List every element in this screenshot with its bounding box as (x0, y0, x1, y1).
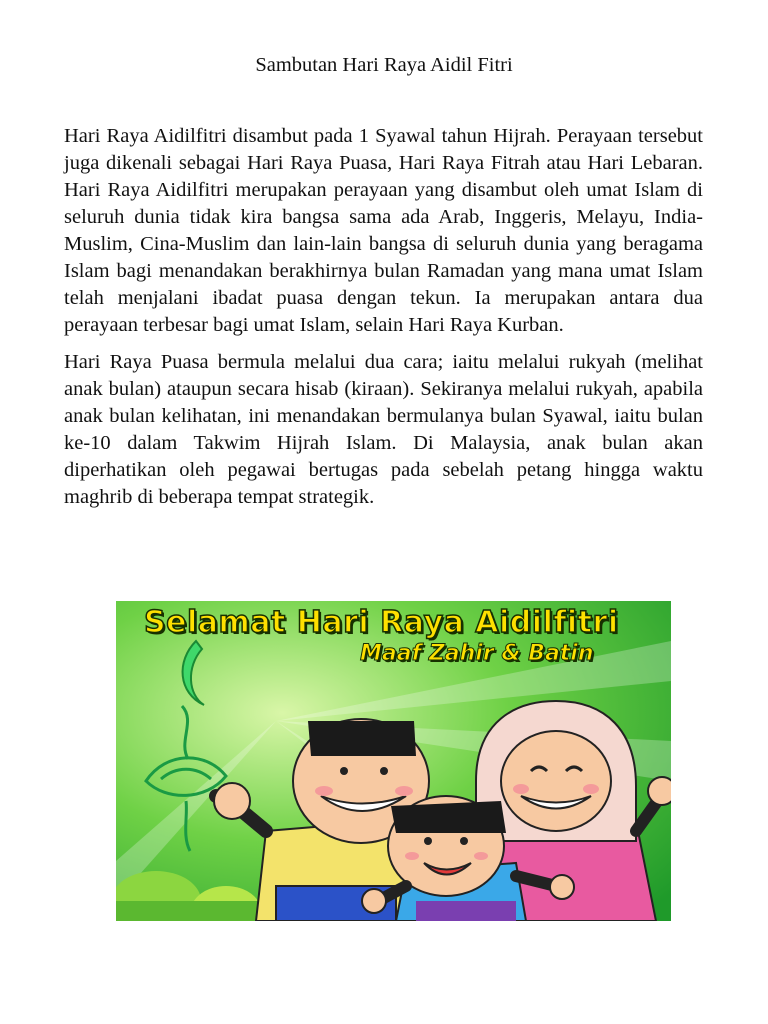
document-title: Sambutan Hari Raya Aidil Fitri (255, 54, 513, 76)
document-body (64, 123, 703, 511)
illustration-subheading: Maaf Zahir & Batin (360, 641, 594, 666)
paragraph-2: Hari Raya Puasa bermula melalui dua cara; iaitu melalui rukyah (melihat anak bulan) ataupun secara hisab (kiraan). Sekiranya melalui rukyah, apabila anak bulan kelihatan, ini menandakan bermulanya bulan Syawal, iaitu bulan ke-10 dalam Takwim Hijrah Islam. Di Malaysia, anak bulan akan diperhatikan oleh pegawai bertugas pada sebelah petang hingga waktu maghrib di beberapa tempat strategik. (64, 351, 703, 508)
hari-raya-illustration (116, 601, 671, 921)
paragraph-1: Hari Raya Aidilfitri disambut pada 1 Syawal tahun Hijrah. Perayaan tersebut juga dikenali sebagai Hari Raya Puasa, Hari Raya Fitrah atau Hari Lebaran. Hari Raya Aidilfitri merupakan perayaan yang disambut oleh umat Islam di seluruh dunia tidak kira bangsa sama ada Arab, Inggeris, Melayu, India-Muslim, Cina-Muslim dan lain-lain bangsa di seluruh dunia yang beragama Islam bagi menandakan berakhirnya bulan Ramadan yang mana umat Islam telah menjalani ibadat puasa dengan tekun. Ia merupakan antara dua perayaan terbesar bagi umat Islam, selain Hari Raya Kurban. (64, 125, 703, 336)
illustration-heading: Selamat Hari Raya Aidilfitri (144, 605, 619, 640)
